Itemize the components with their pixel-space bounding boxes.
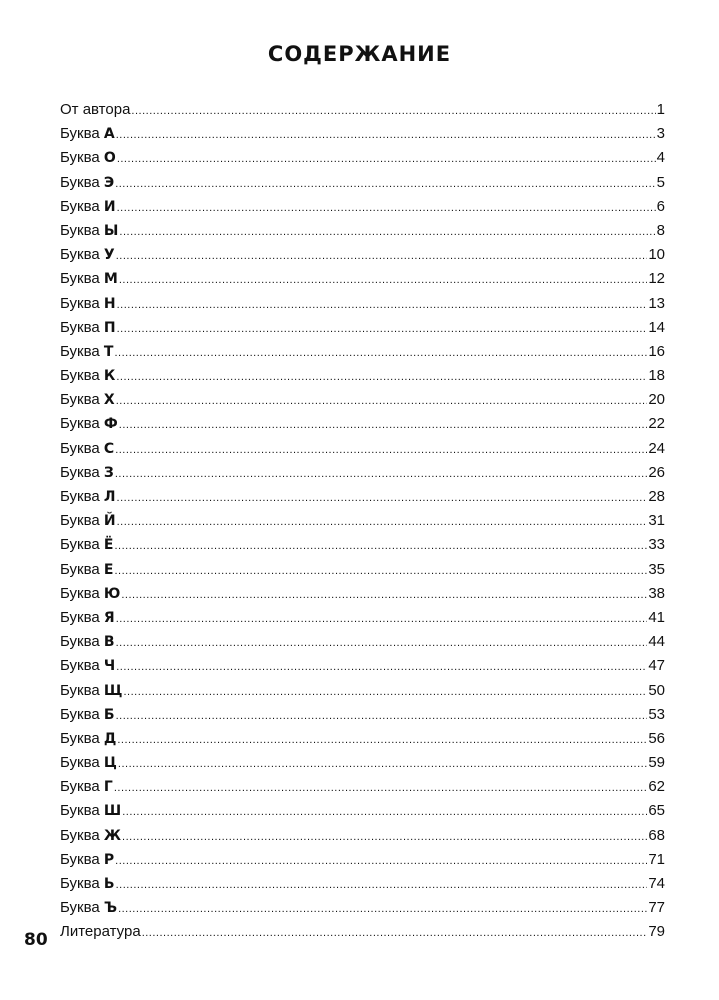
toc-entry[interactable] xyxy=(60,340,665,364)
toc-entry-title: Буква xyxy=(60,197,100,215)
dot-leader xyxy=(115,849,647,873)
toc-entry[interactable] xyxy=(60,630,665,654)
toc-entry-title: Буква xyxy=(60,681,100,699)
toc-entry[interactable] xyxy=(60,316,665,340)
toc-entry-page: 12 xyxy=(648,270,665,288)
toc-entry[interactable] xyxy=(60,98,665,122)
toc-entry-title: Буква xyxy=(60,778,100,796)
dot-leader xyxy=(116,631,648,655)
toc-entry-letter: У xyxy=(103,247,115,264)
table-of-contents xyxy=(60,98,665,945)
toc-entry-page: 71 xyxy=(648,850,665,868)
toc-entry-letter: С xyxy=(103,440,115,457)
toc-entry[interactable] xyxy=(60,195,665,219)
toc-entry-letter: Е xyxy=(103,561,114,578)
toc-entry-label xyxy=(60,243,115,267)
toc-entry-letter: З xyxy=(103,464,114,481)
toc-entry-label xyxy=(60,388,115,412)
dot-leader xyxy=(117,147,656,171)
toc-entry-label xyxy=(60,146,116,170)
toc-entry-page: 16 xyxy=(648,342,665,360)
page-title: СОДЕРЖАНИЕ xyxy=(267,42,452,66)
toc-entry-page: 8 xyxy=(656,221,665,239)
toc-entry[interactable] xyxy=(60,267,665,291)
toc-entry[interactable] xyxy=(60,751,665,775)
toc-entry-letter: О xyxy=(103,150,116,167)
toc-entry-title: Буква xyxy=(60,367,100,385)
toc-entry-title: Буква xyxy=(60,560,100,578)
toc-entry-label xyxy=(60,679,122,703)
toc-entry-page: 1 xyxy=(656,101,665,118)
toc-entry-title: Буква xyxy=(60,802,100,820)
toc-entry-title: Буква xyxy=(60,246,100,264)
toc-entry[interactable] xyxy=(60,171,665,195)
toc-entry-title: От автора xyxy=(60,101,131,118)
toc-entry-page: 50 xyxy=(648,681,665,699)
toc-entry-letter: Э xyxy=(103,174,115,191)
toc-entry[interactable] xyxy=(60,243,665,267)
dot-leader xyxy=(116,389,648,413)
toc-entry-letter: Л xyxy=(103,489,116,505)
toc-entry-page: 14 xyxy=(648,318,665,336)
toc-entry-label xyxy=(60,340,113,364)
dot-leader xyxy=(117,293,648,317)
toc-entry-label xyxy=(60,292,116,316)
toc-entry-letter: Х xyxy=(103,392,115,409)
toc-entry-page: 10 xyxy=(648,246,665,264)
dot-leader xyxy=(116,244,648,268)
toc-entry-label xyxy=(60,437,114,461)
toc-entry-letter: Т xyxy=(103,343,114,360)
toc-entry-page: 5 xyxy=(656,173,665,191)
toc-entry-title: Буква xyxy=(60,754,100,772)
toc-entry-title: Буква xyxy=(60,875,100,892)
toc-entry-title: Буква xyxy=(60,270,100,288)
toc-entry-page: 74 xyxy=(648,875,665,892)
toc-entry-title: Буква xyxy=(60,125,100,143)
toc-entry-page: 41 xyxy=(648,608,665,626)
toc-entry-label xyxy=(60,630,115,654)
toc-entry[interactable] xyxy=(60,509,665,533)
toc-entry-page: 3 xyxy=(656,125,665,143)
toc-entry-page: 44 xyxy=(648,633,665,651)
toc-entry-label xyxy=(60,461,114,485)
toc-entry-title: Буква xyxy=(60,294,100,312)
toc-entry-page: 22 xyxy=(648,415,665,433)
toc-entry-label xyxy=(60,824,121,848)
toc-entry-page: 65 xyxy=(648,802,665,820)
toc-entry[interactable] xyxy=(60,654,665,678)
toc-entry-title: Буква xyxy=(60,439,100,457)
dot-leader xyxy=(116,123,656,147)
toc-entry-label xyxy=(60,799,121,823)
toc-entry-title: Буква xyxy=(60,705,100,723)
toc-entry[interactable] xyxy=(60,364,665,388)
toc-entry-label xyxy=(60,195,116,219)
dot-leader xyxy=(114,341,647,365)
toc-entry-label xyxy=(60,727,116,751)
toc-entry-label xyxy=(60,267,118,291)
dot-leader xyxy=(122,800,647,824)
toc-entry[interactable] xyxy=(60,775,665,799)
toc-entry-label xyxy=(60,582,120,606)
toc-entry-title: Буква xyxy=(60,415,100,433)
toc-entry-letter: Я xyxy=(103,609,115,626)
dot-leader xyxy=(117,728,647,752)
toc-entry-title: Литература xyxy=(60,923,141,941)
toc-entry-letter: М xyxy=(103,271,118,288)
toc-entry-title: Буква xyxy=(60,391,100,409)
dot-leader xyxy=(119,268,647,292)
toc-entry-page: 24 xyxy=(648,439,665,457)
toc-entry-title: Буква xyxy=(60,584,100,602)
toc-entry[interactable] xyxy=(60,896,665,920)
toc-entry-page: 28 xyxy=(648,488,665,505)
toc-entry-letter: Щ xyxy=(103,682,123,699)
dot-leader xyxy=(117,317,648,341)
dot-leader xyxy=(119,413,648,437)
dot-leader xyxy=(119,220,655,244)
dot-leader xyxy=(118,897,647,921)
toc-entry-letter: Н xyxy=(103,295,116,312)
dot-leader xyxy=(116,365,647,389)
toc-entry-title: Буква xyxy=(60,463,100,481)
dot-leader xyxy=(121,583,647,607)
toc-entry[interactable] xyxy=(60,533,665,557)
toc-entry[interactable] xyxy=(60,219,665,243)
dot-leader xyxy=(114,534,647,558)
toc-entry-title: Буква xyxy=(60,488,100,505)
toc-entry-label xyxy=(60,171,114,195)
toc-entry-page: 20 xyxy=(648,391,665,409)
toc-entry-letter: А xyxy=(103,126,115,143)
toc-entry-page: 35 xyxy=(648,560,665,578)
dot-leader xyxy=(118,752,647,776)
dot-leader xyxy=(115,172,655,196)
toc-entry-letter: Б xyxy=(103,706,115,723)
toc-entry-title: Буква xyxy=(60,318,100,336)
toc-entry-label xyxy=(60,896,117,920)
toc-entry-title: Буква xyxy=(60,536,100,554)
toc-entry-label xyxy=(60,775,113,799)
toc-entry-title: Буква xyxy=(60,221,100,239)
toc-entry-label xyxy=(60,219,118,243)
toc-entry-letter: П xyxy=(103,319,116,336)
toc-entry[interactable] xyxy=(60,848,665,872)
toc-entry-letter: Ж xyxy=(103,827,122,844)
toc-entry-letter: К xyxy=(103,368,116,385)
dot-leader xyxy=(116,873,648,897)
toc-entry-title: Буква xyxy=(60,826,100,844)
toc-entry[interactable] xyxy=(60,388,665,412)
toc-entry-letter: Ф xyxy=(103,416,118,433)
toc-entry-title: Буква xyxy=(60,729,100,747)
dot-leader xyxy=(117,510,648,534)
toc-entry-page: 62 xyxy=(648,778,665,796)
toc-entry-letter: Й xyxy=(103,513,116,530)
toc-entry-title: Буква xyxy=(60,512,100,530)
toc-entry-letter: Ш xyxy=(103,803,122,820)
toc-entry[interactable] xyxy=(60,920,665,944)
toc-entry-label xyxy=(60,364,115,388)
toc-entry-page: 13 xyxy=(648,294,665,312)
toc-entry-label xyxy=(60,316,116,340)
toc-entry[interactable] xyxy=(60,679,665,703)
toc-entry-label xyxy=(60,654,115,678)
toc-entry-label xyxy=(60,122,115,146)
toc-entry-title: Буква xyxy=(60,608,100,626)
dot-leader xyxy=(131,99,655,123)
toc-entry-label xyxy=(60,509,116,533)
toc-entry-letter: Д xyxy=(103,730,117,747)
toc-entry-letter: Р xyxy=(103,851,115,868)
dot-leader xyxy=(117,486,648,510)
dot-leader xyxy=(122,825,647,849)
toc-entry[interactable] xyxy=(60,872,665,896)
toc-entry-label xyxy=(60,848,114,872)
toc-entry-page: 33 xyxy=(648,536,665,554)
toc-entry-label xyxy=(60,751,117,775)
toc-entry-label xyxy=(60,485,116,509)
toc-entry-page: 47 xyxy=(648,657,665,675)
toc-entry[interactable] xyxy=(60,703,665,727)
toc-entry[interactable] xyxy=(60,727,665,751)
toc-entry-label xyxy=(60,412,118,436)
toc-entry-label xyxy=(60,606,115,630)
toc-entry-page: 38 xyxy=(648,584,665,602)
toc-entry-label xyxy=(60,703,115,727)
toc-entry[interactable] xyxy=(60,582,665,606)
toc-entry[interactable] xyxy=(60,824,665,848)
toc-entry[interactable] xyxy=(60,558,665,582)
dot-leader xyxy=(116,704,648,728)
toc-entry-page: 6 xyxy=(656,197,665,215)
toc-entry[interactable] xyxy=(60,606,665,630)
toc-entry[interactable] xyxy=(60,485,665,509)
toc-entry[interactable] xyxy=(60,799,665,823)
dot-leader xyxy=(114,776,647,800)
toc-entry-label xyxy=(60,872,115,896)
toc-entry-page: 68 xyxy=(648,826,665,844)
toc-entry-page: 26 xyxy=(648,463,665,481)
toc-entry-page: 77 xyxy=(648,899,665,917)
toc-entry[interactable] xyxy=(60,461,665,485)
toc-entry-title: Буква xyxy=(60,342,100,360)
toc-entry-letter: Ь xyxy=(103,876,115,892)
dot-leader xyxy=(117,196,656,220)
dot-leader xyxy=(115,438,647,462)
toc-entry-label xyxy=(60,533,113,557)
dot-leader xyxy=(123,680,647,704)
toc-entry-letter: Ы xyxy=(103,222,119,239)
toc-entry-letter: Г xyxy=(103,779,113,796)
dot-leader xyxy=(142,921,648,945)
dot-leader xyxy=(116,607,648,631)
toc-entry-page: 56 xyxy=(648,729,665,747)
toc-entry-letter: Ъ xyxy=(103,900,118,917)
toc-entry[interactable] xyxy=(60,146,665,170)
toc-entry-letter: Ч xyxy=(103,658,116,675)
toc-entry-label xyxy=(60,920,141,944)
toc-entry-title: Буква xyxy=(60,173,100,191)
toc-entry-page: 4 xyxy=(656,149,665,167)
toc-entry[interactable] xyxy=(60,292,665,316)
toc-entry-label xyxy=(60,98,130,122)
toc-entry-title: Буква xyxy=(60,633,100,651)
toc-entry[interactable] xyxy=(60,122,665,146)
toc-entry-page: 31 xyxy=(648,512,665,530)
toc-entry-label xyxy=(60,558,113,582)
toc-entry-title: Буква xyxy=(60,850,100,868)
toc-entry-letter: В xyxy=(103,634,115,651)
dot-leader xyxy=(116,655,647,679)
toc-entry-letter: И xyxy=(103,198,116,215)
toc-entry[interactable] xyxy=(60,412,665,436)
toc-entry-title: Буква xyxy=(60,149,100,167)
dot-leader xyxy=(114,559,647,583)
toc-entry-page: 18 xyxy=(648,367,665,385)
toc-entry-title: Буква xyxy=(60,657,100,675)
toc-entry-page: 79 xyxy=(648,923,665,941)
toc-entry-title: Буква xyxy=(60,899,100,917)
toc-entry-letter: Ё xyxy=(103,537,114,554)
page-number: 80 xyxy=(24,930,48,950)
toc-entry[interactable] xyxy=(60,437,665,461)
toc-entry-page: 53 xyxy=(648,705,665,723)
dot-leader xyxy=(115,462,647,486)
toc-entry-letter: Ю xyxy=(103,585,121,602)
toc-entry-page: 59 xyxy=(648,754,665,772)
toc-entry-letter: Ц xyxy=(103,755,117,772)
